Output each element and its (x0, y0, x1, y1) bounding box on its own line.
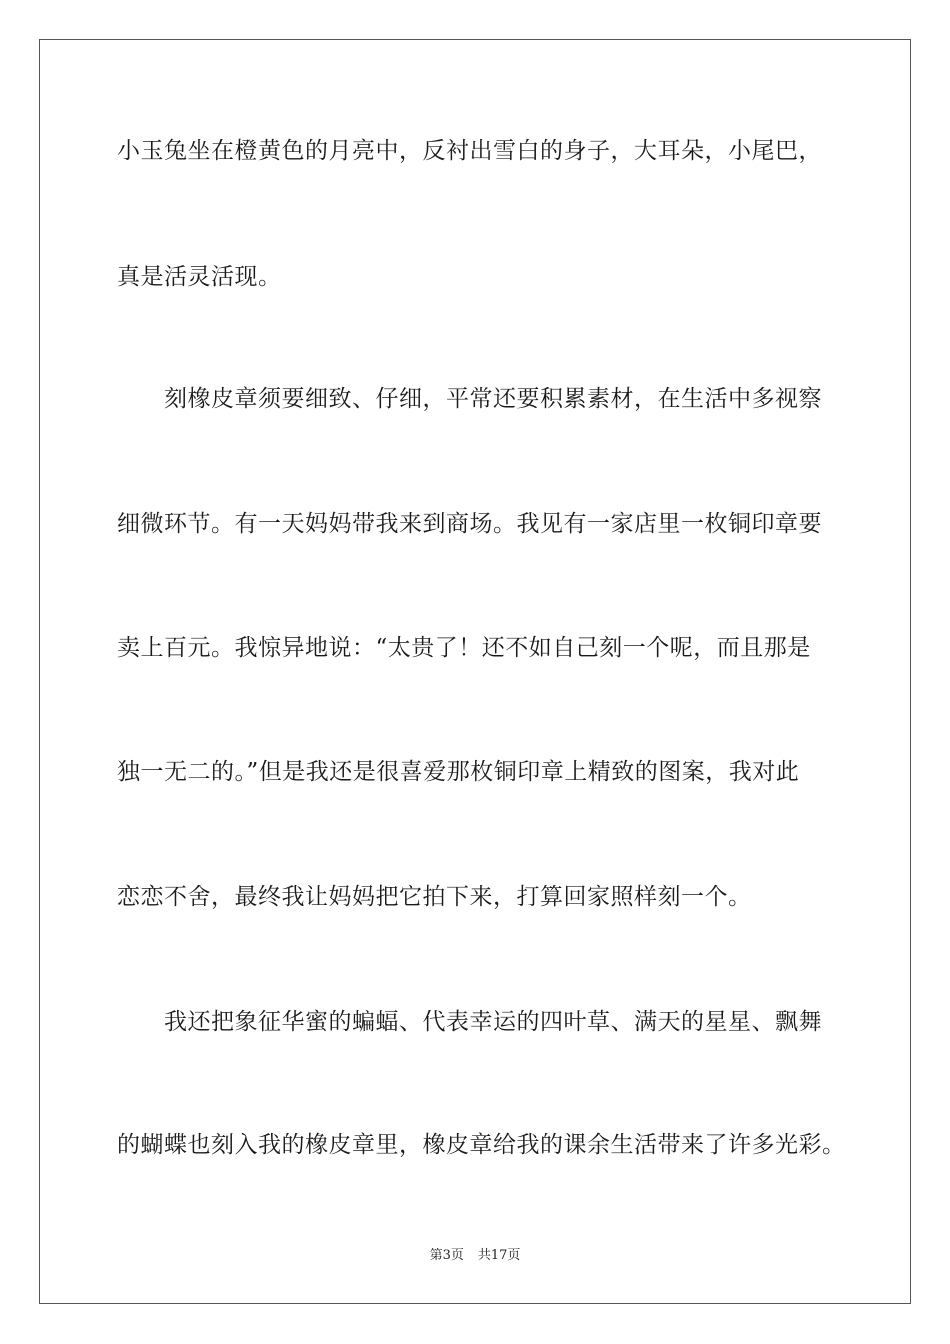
text-line-4: 细微环节。有一天妈妈带我来到商场。我见有一家店里一枚铜印章要 (117, 511, 822, 537)
current-page-number: 第3页 (429, 1248, 464, 1263)
text-line-5: 卖上百元。我惊异地说：“太贵了！还不如自己刻一个呢，而且那是 (117, 635, 811, 661)
text-line-9: 的蝴蝶也刻入我的橡皮章里，橡皮章给我的课余生活带来了许多光彩。 (117, 1132, 846, 1158)
total-page-count: 共17页 (477, 1248, 521, 1263)
text-line-3: 刻橡皮章须要细致、仔细，平常还要积累素材，在生活中多视察 (117, 386, 822, 412)
page-footer (0, 1247, 950, 1265)
text-line-6: 独一无二的。”但是我还是很喜爱那枚铜印章上精致的图案，我对此 (117, 759, 800, 785)
page-border (39, 39, 911, 1304)
text-line-2: 真是活灵活现。 (117, 264, 282, 290)
text-line-7: 恋恋不舍，最终我让妈妈把它拍下来，打算回家照样刻一个。 (117, 884, 752, 910)
text-line-8: 我还把象征华蜜的蝙蝠、代表幸运的四叶草、满天的星星、飘舞 (117, 1009, 822, 1035)
text-line-1: 小玉兔坐在橙黄色的月亮中，反衬出雪白的身子，大耳朵，小尾巴， (117, 138, 822, 164)
